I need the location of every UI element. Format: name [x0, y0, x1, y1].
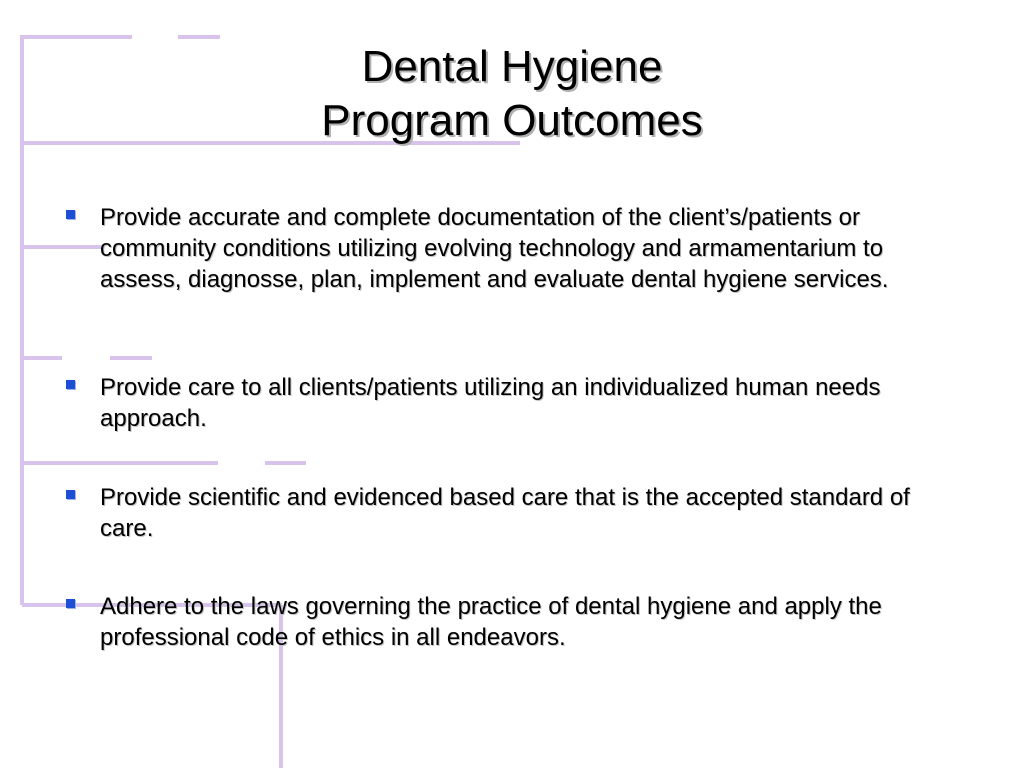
square-bullet-icon	[66, 210, 75, 219]
outcome-text: Provide scientific and evidenced based care that is the accepted standard of care.	[100, 484, 910, 542]
title-line-2: Program Outcomes	[321, 96, 703, 145]
square-bullet-icon	[66, 599, 75, 608]
square-bullet-icon	[66, 490, 75, 499]
title-line-1: Dental Hygiene	[361, 42, 663, 91]
slide-title	[140, 40, 884, 148]
outcome-text: Provide accurate and complete documentation of the client’s/patients or community conditions utilizing evolving technology and armamentarium to assess, diagnosse, plan, implement and evaluate dental hygiene services.	[100, 204, 889, 293]
outcome-text: Adhere to the laws governing the practice of dental hygiene and apply the professional code of ethics in all endeavors.	[100, 593, 882, 651]
outcome-text: Provide care to all clients/patients utilizing an individualized human needs approach.	[100, 374, 881, 432]
square-bullet-icon	[66, 380, 75, 389]
